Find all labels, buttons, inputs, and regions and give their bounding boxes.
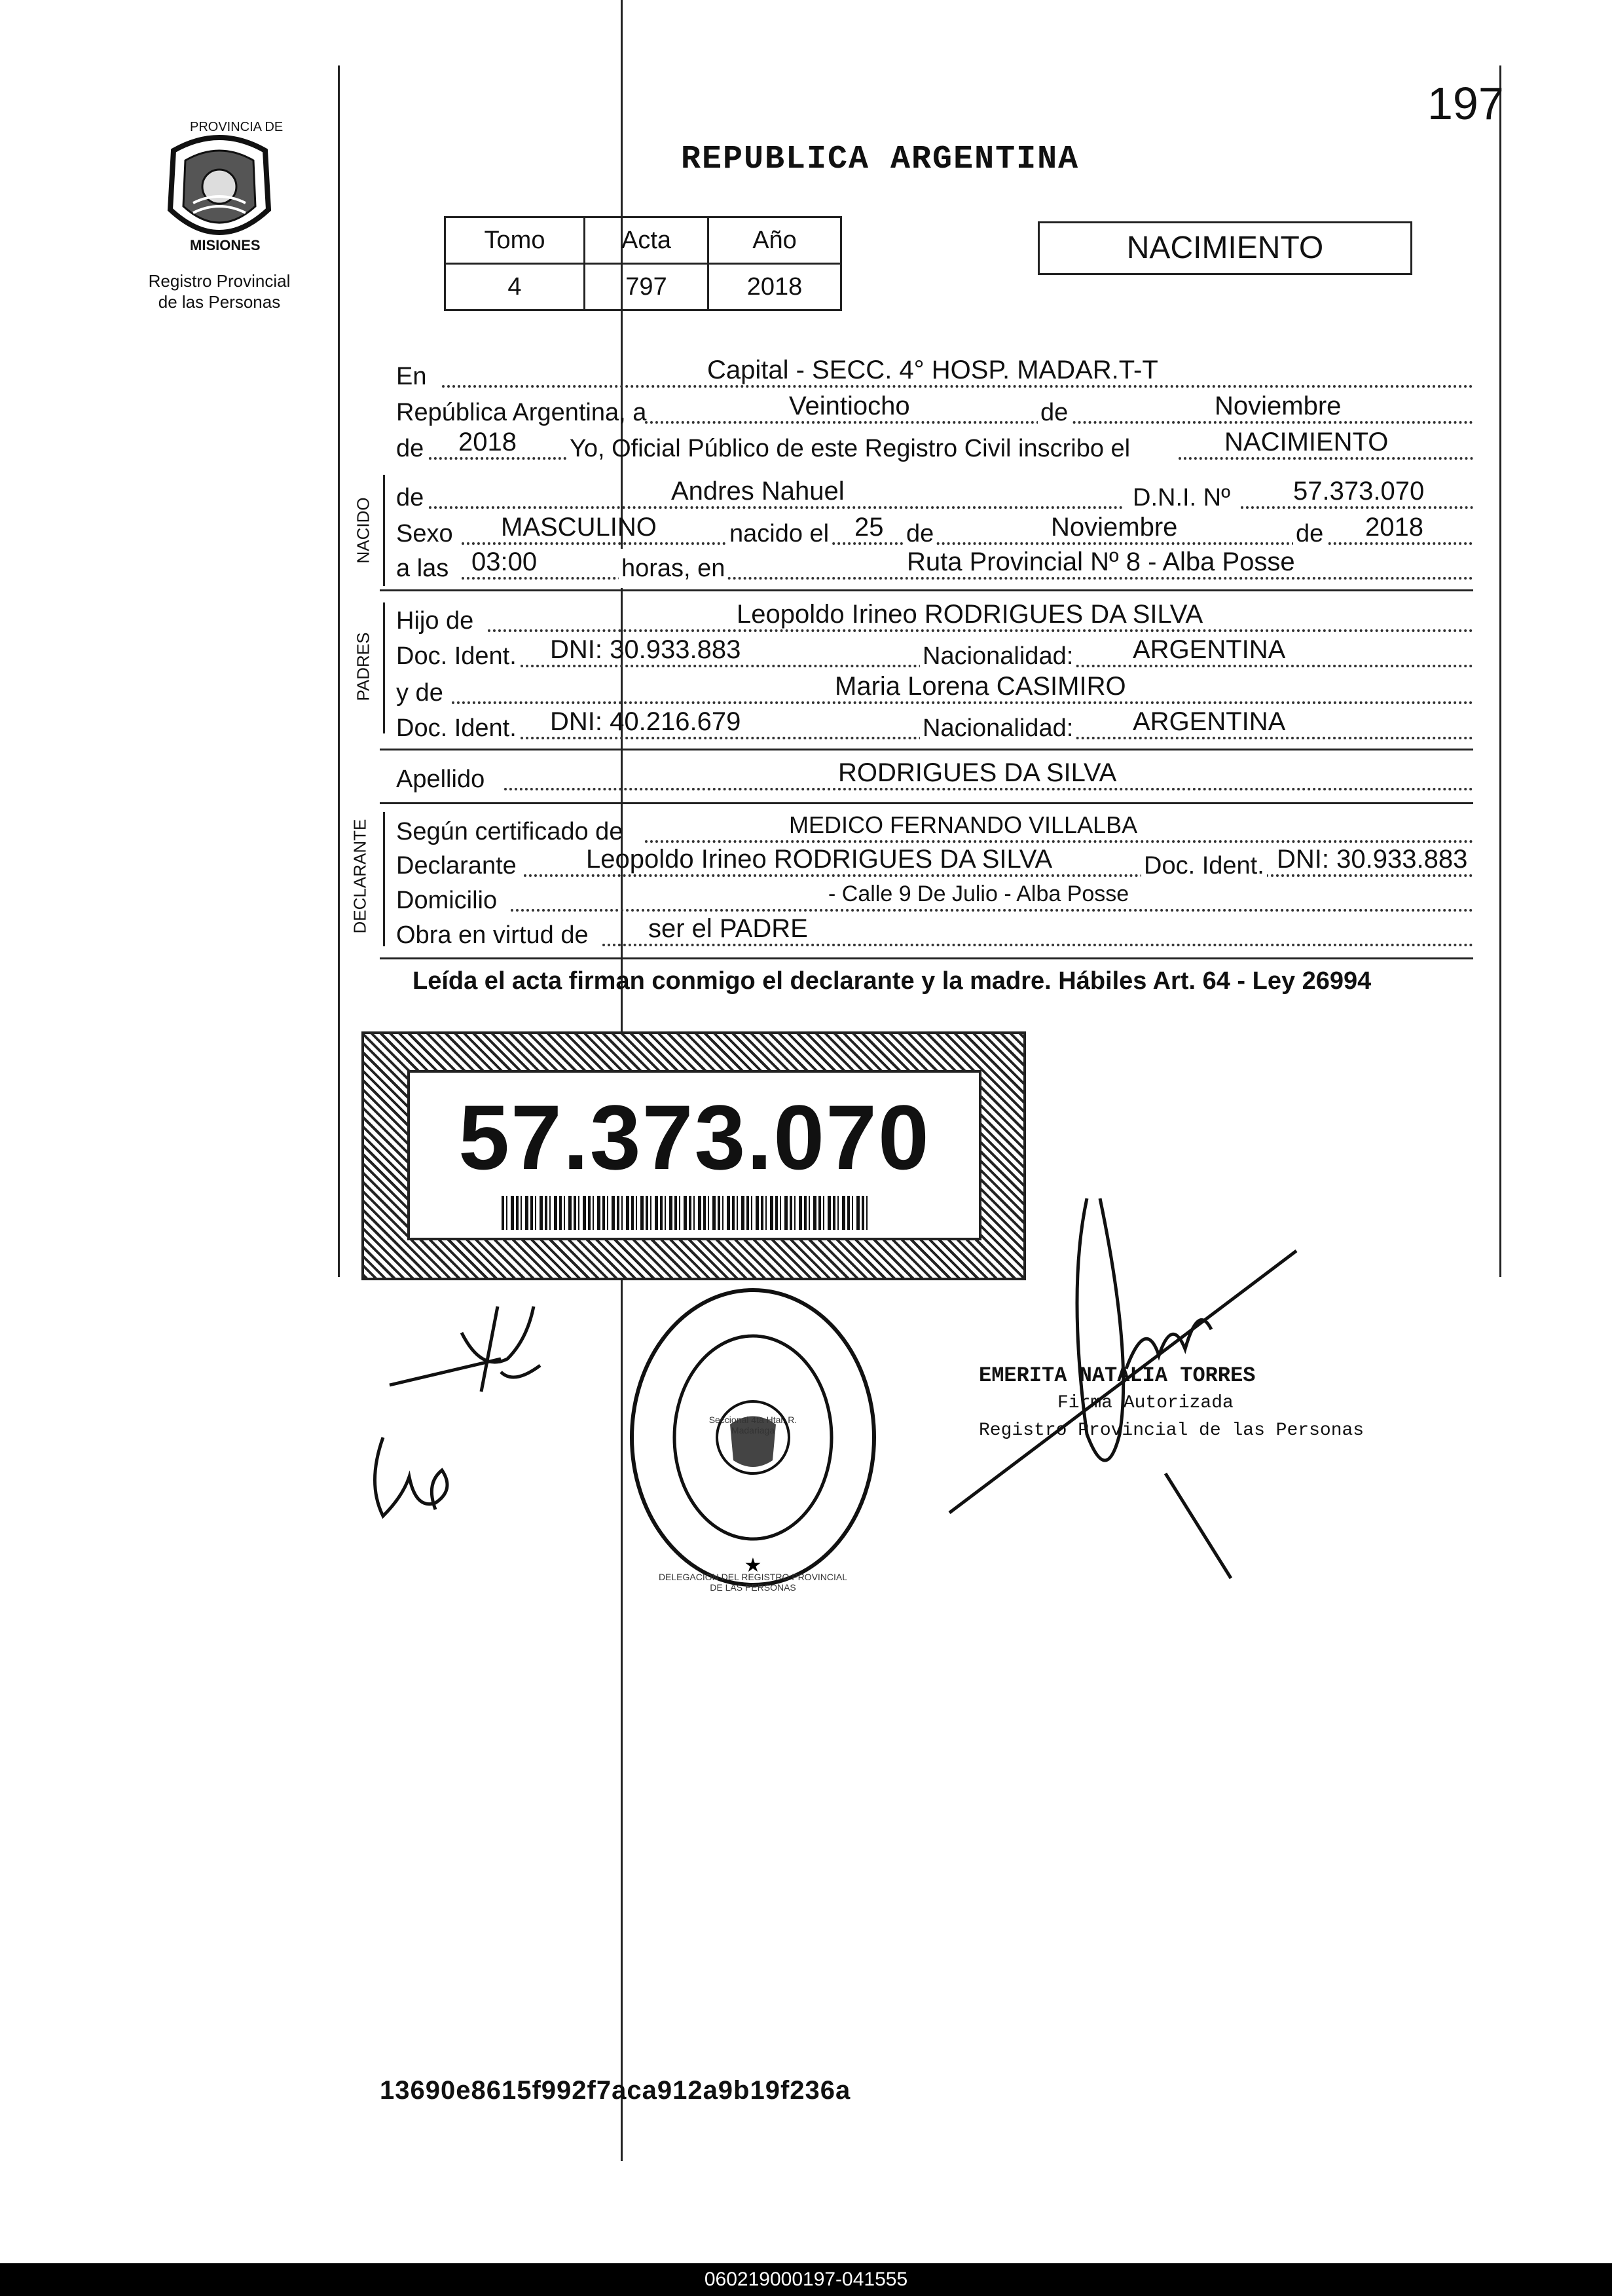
nacido-place: Ruta Provincial Nº 8 - Alba Posse — [907, 547, 1295, 576]
table-value-tomo: 4 — [445, 264, 585, 310]
row-obra — [396, 916, 1473, 955]
page-title: REPUBLICA ARGENTINA — [681, 141, 1080, 178]
day-words: Veintiocho — [789, 392, 910, 420]
label-a-las: a las — [396, 555, 449, 582]
declarante-name: Leopoldo Irineo RODRIGUES DA SILVA — [586, 845, 1053, 874]
document-hash: 13690e8615f992f7aca912a9b19f236a — [380, 2076, 851, 2105]
provincial-seal-logo — [154, 124, 285, 255]
mother-nationality: ARGENTINA — [1133, 707, 1286, 736]
label-doc-mother: Doc. Ident. — [396, 714, 517, 742]
father-name: Leopoldo Irineo RODRIGUES DA SILVA — [737, 600, 1203, 629]
label-de-year: de — [1293, 514, 1326, 553]
table-value-ano: 2018 — [708, 264, 841, 310]
label-de-name: de — [396, 484, 424, 511]
label-nacionalidad-father: Nacionalidad: — [920, 637, 1076, 676]
logo-caption-line2: de las Personas — [158, 292, 281, 312]
closing-text: Leída el acta firman conmigo el declarante y la madre. Hábiles Art. 64 - Ley 26994 — [412, 967, 1372, 995]
label-obra: Obra en virtud de — [396, 921, 589, 949]
nacido-time: 03:00 — [471, 547, 538, 576]
apellido-value: RODRIGUES DA SILVA — [838, 758, 1117, 787]
mother-doc: DNI: 40.216.679 — [550, 707, 741, 736]
table-header-ano: Año — [708, 217, 841, 264]
father-nationality: ARGENTINA — [1133, 635, 1286, 664]
label-de-month: de — [904, 514, 936, 553]
label-sexo: Sexo — [396, 520, 453, 547]
svg-text:★: ★ — [744, 1554, 762, 1577]
month: Noviembre — [1215, 392, 1342, 420]
section-label-declarante: DECLARANTE — [350, 819, 370, 934]
declarante-bracket — [383, 812, 385, 946]
divider-3 — [380, 802, 1473, 804]
signer-role: Firma Autorizada — [1057, 1393, 1234, 1413]
signer-block — [979, 1362, 1364, 1445]
logo-caption-line1: Registro Provincial — [148, 271, 291, 291]
label-de2: de — [396, 435, 424, 462]
row-apellido — [396, 760, 1473, 799]
table-header-tomo: Tomo — [445, 217, 585, 264]
label-hijo-de: Hijo de — [396, 607, 474, 635]
section-label-padres: PADRES — [353, 632, 373, 701]
barcode-icon — [502, 1196, 868, 1230]
label-certificado: Según certificado de — [396, 818, 623, 845]
divider-1 — [380, 589, 1473, 591]
logo-text-bottom: MISIONES — [190, 237, 261, 253]
logo-caption — [134, 270, 304, 312]
certificado-value: MEDICO FERNANDO VILLALBA — [789, 811, 1138, 838]
dni-sticker-inner — [407, 1070, 981, 1240]
label-de: de — [1038, 393, 1071, 432]
label-republica: República Argentina, a — [396, 399, 647, 426]
year: 2018 — [458, 428, 517, 456]
section-label-nacido: NACIDO — [353, 497, 373, 564]
father-doc: DNI: 30.933.883 — [550, 635, 741, 664]
declarante-doc: DNI: 30.933.883 — [1277, 845, 1468, 874]
signature-declarante — [383, 1293, 553, 1405]
row-nacido-time — [396, 549, 1473, 588]
nacido-month: Noviembre — [1051, 513, 1178, 542]
row-domicilio — [396, 881, 1473, 920]
label-declarante: Declarante — [396, 852, 517, 880]
nacido-dni: 57.373.070 — [1293, 477, 1425, 506]
label-domicilio: Domicilio — [396, 887, 498, 914]
label-horas: horas, en — [619, 549, 727, 588]
domicilio-value: - Calle 9 De Julio - Alba Posse — [828, 881, 1129, 906]
obra-value: ser el PADRE — [648, 914, 808, 943]
footer-code: 060219000197-041555 — [0, 2263, 1612, 2296]
nacido-year: 2018 — [1365, 513, 1423, 542]
label-dni: D.N.I. Nº — [1133, 484, 1230, 511]
act-type: NACIMIENTO — [1224, 428, 1389, 456]
padres-bracket — [383, 602, 385, 733]
nacido-name: Andres Nahuel — [671, 477, 845, 506]
row-year — [396, 429, 1473, 468]
nacido-sexo: MASCULINO — [501, 513, 657, 542]
row-mother-doc — [396, 709, 1473, 748]
table-header-acta: Acta — [585, 217, 708, 264]
page-number: 197 — [1427, 78, 1504, 129]
table-value-acta: 797 — [585, 264, 708, 310]
label-nacido-el: nacido el — [727, 514, 832, 553]
record-table — [444, 216, 842, 311]
divider-2 — [380, 749, 1473, 750]
label-doc-father: Doc. Ident. — [396, 642, 517, 670]
right-margin-line — [1499, 65, 1501, 1277]
label-nacionalidad-mother: Nacionalidad: — [920, 709, 1076, 748]
signer-office: Registro Provincial de las Personas — [979, 1420, 1365, 1441]
place-value: Capital - SECC. 4° HOSP. MADAR.T-T — [707, 356, 1158, 384]
logo-text-top: PROVINCIA DE — [190, 120, 284, 134]
label-apellido: Apellido — [396, 766, 485, 793]
label-y-de: y de — [396, 679, 443, 707]
dni-sticker — [361, 1031, 1026, 1280]
official-stamp — [625, 1284, 881, 1591]
stamp-inner-text: Seccional 4ta Htal. R. Madariaga — [708, 1415, 797, 1435]
document-type-box: NACIMIENTO — [1038, 221, 1412, 275]
stamp-outer-text: DELEGACION DEL REGISTRO PROVINCIAL DE LAS PERSONAS — [658, 1572, 848, 1593]
left-margin-line — [338, 65, 340, 1277]
label-yo: Yo, Oficial Público de este Registro Civil inscribo el — [570, 435, 1131, 462]
label-en: En — [396, 363, 427, 390]
nacido-bracket — [383, 475, 385, 586]
signature-madre — [363, 1431, 462, 1529]
signer-name: EMERITA NATALIA TORRES — [979, 1363, 1256, 1388]
dni-sticker-number: 57.373.070 — [458, 1086, 930, 1189]
label-doc-declarante: Doc. Ident. — [1141, 846, 1267, 885]
mother-name: Maria Lorena CASIMIRO — [835, 672, 1126, 701]
divider-4 — [380, 957, 1473, 959]
nacido-day: 25 — [854, 513, 884, 542]
